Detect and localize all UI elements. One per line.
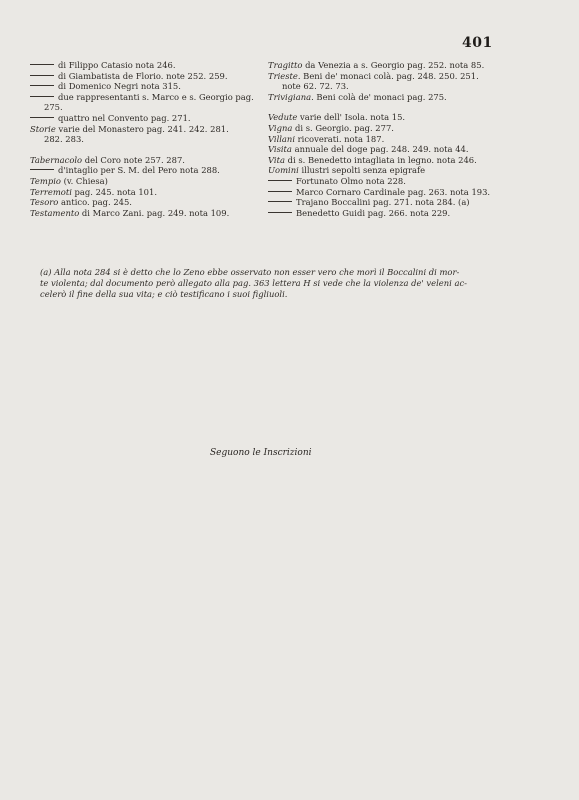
index-entry [30, 81, 258, 92]
index-entry [30, 176, 258, 187]
index-text: varie dell' Isola. nota 15. [297, 112, 406, 123]
ditto-dash [268, 180, 292, 181]
footnote-line: te violenta; dal documento però allegato alla pag. 363 lettera H si vede che la violenza de' veleni ac- [40, 278, 467, 288]
index-entry [30, 92, 258, 103]
index-text: di Domenico Negri nota 315. [58, 81, 181, 92]
index-entry [30, 187, 258, 198]
index-text: di Marco Zani. pag. 249. nota 109. [79, 207, 230, 218]
index-term: Vedute [268, 112, 298, 123]
index-entry [268, 123, 498, 134]
index-term: Vigna [268, 122, 293, 133]
ditto-dash [268, 191, 292, 192]
index-text: del Coro note 257. 287. [82, 154, 185, 165]
ditto-dash [30, 117, 54, 118]
index-text: Beni de' monaci colà. pag. 248. 250. 251. [300, 70, 479, 81]
index-entry [268, 92, 498, 103]
index-term: Tempio [30, 175, 61, 186]
index-text: quattro nel Convento pag. 271. [58, 112, 191, 123]
entry-gap [30, 145, 258, 155]
index-column-left [30, 60, 258, 218]
index-term: Terremoti [30, 186, 72, 197]
index-entry [30, 102, 258, 113]
index-term: Uomini [268, 165, 299, 176]
index-text: di Giambatista de Florio. note 252. 259. [58, 70, 228, 81]
index-text: pag. 245. nota 101. [71, 186, 158, 197]
ditto-dash [30, 169, 54, 170]
index-text: di s. Georgio. pag. 277. [292, 122, 394, 133]
page-number: 401 [462, 35, 493, 51]
index-entry [268, 81, 498, 92]
index-text: due rappresentanti s. Marco e s. Georgio pag. [58, 91, 254, 102]
index-entry [30, 124, 258, 135]
footnote-line: (a) Alla nota 284 si è detto che lo Zeno ebbe osservato non esser vero che morì il Boccalini di mor- [40, 267, 460, 277]
index-text: Benedetto Guidi pag. 266. nota 229. [296, 207, 451, 218]
index-text: Fortunato Olmo nota 228. [296, 175, 406, 186]
index-text: 275. [44, 102, 63, 113]
index-term: Tragitto [268, 60, 303, 70]
index-text: di Filippo Catasio nota 246. [58, 60, 176, 70]
index-term: Villani [268, 133, 296, 144]
footnote [40, 267, 488, 300]
index-entry [30, 60, 258, 71]
index-text: Marco Cornaro Cardinale pag. 263. nota 193. [296, 186, 491, 197]
index-entry [268, 144, 498, 155]
index-term: Storie [30, 123, 56, 134]
index-entry [268, 155, 498, 166]
ditto-dash [30, 96, 54, 97]
index-entry [268, 208, 498, 219]
index-entry [268, 165, 498, 176]
index-entry [30, 134, 258, 145]
index-entry [268, 176, 498, 187]
index-term: Vita [268, 154, 285, 165]
index-entry [30, 113, 258, 124]
ditto-dash [30, 64, 54, 65]
index-entry [30, 71, 258, 82]
ditto-dash [30, 75, 54, 76]
entry-gap [268, 102, 498, 112]
index-entry [268, 60, 498, 71]
index-term: Trieste. [268, 70, 301, 81]
ditto-dash [268, 212, 292, 213]
index-text: illustri sepolti senza epigrafe [298, 165, 426, 176]
index-column-right [268, 60, 498, 218]
index-text: 282. 283. [44, 134, 84, 145]
index-entry [268, 187, 498, 198]
ditto-dash [268, 201, 292, 202]
index-term: Tesoro [30, 197, 59, 208]
index-text: varie del Monastero pag. 241. 242. 281. [55, 123, 229, 134]
index-entry [268, 134, 498, 145]
index-term: Tabernacolo [30, 154, 83, 165]
index-text: Beni colà de' monaci pag. 275. [313, 91, 447, 102]
index-term: Testamento [30, 207, 80, 218]
index-text: da Venezia a s. Georgio pag. 252. nota 85. [302, 60, 485, 70]
index-text: annuale del doge pag. 248. 249. nota 44. [291, 144, 469, 155]
index-entry [30, 155, 258, 166]
index-text: di s. Benedetto intagliata in legno. nota 246. [284, 154, 477, 165]
index-entry [30, 208, 258, 219]
index-entry [268, 112, 498, 123]
index-text: antico. pag. 245. [58, 197, 132, 208]
footnote-line: celerò il fine della sua vita; e ciò testificano i suoi figliuoli. [40, 289, 288, 299]
index-text: d'intaglio per S. M. del Pero nota 288. [58, 165, 220, 176]
index-text: Trajano Boccalini pag. 271. nota 284. (a) [296, 197, 470, 208]
index-text: (v. Chiesa) [60, 175, 108, 186]
index-entry [268, 197, 498, 208]
index-entry [268, 71, 498, 82]
follows-caption: Seguono le Inscrizioni [210, 448, 312, 458]
index-text: ricoverati. nota 187. [295, 133, 385, 144]
index-entry [30, 197, 258, 208]
ditto-dash [30, 85, 54, 86]
index-text: note 62. 72. 73. [282, 81, 349, 92]
index-term: Visita [268, 144, 292, 155]
index-entry [30, 165, 258, 176]
index-term: Trivigiana. [268, 91, 314, 102]
